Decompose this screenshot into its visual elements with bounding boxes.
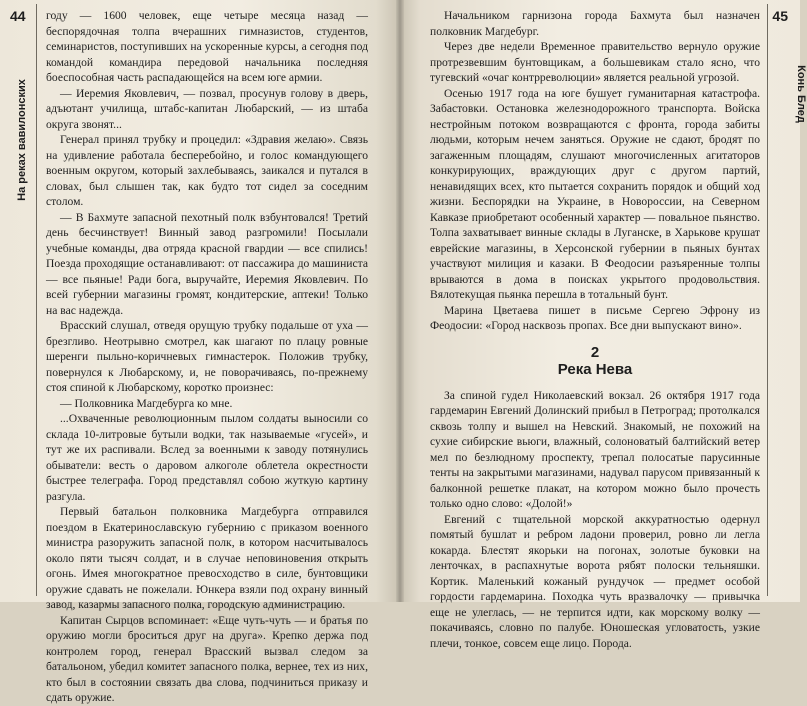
right-page-number: 45 <box>772 8 788 24</box>
paragraph: — Полковника Магдебурга ко мне. <box>60 396 233 410</box>
chapter-number: 2 <box>590 343 600 361</box>
left-page-number: 44 <box>10 8 26 24</box>
paragraph: Евгений с тщательной морской аккуратностью одернул помятый бушлат и ребром ладони проверил, ровно ли легла кокарда. Блестят якорьки на погонах, золотые буковки на ленточках, в распахнутые ворота рябят полоски тельняшки. Кортик. Маленький кожаный рундучок — предмет особой гордости гардемарина. Походка чуть вразвалочку — привычка еще не улеглась, — не терпится идти, как морскому волку — покачиваясь, словно по палубе. Юношеская угловатость, узкие плечи, тонкое, совсем еще лицо. Порода. <box>430 512 760 650</box>
chapter-title: Река Нева <box>557 361 633 378</box>
right-margin-rule <box>767 4 768 596</box>
paragraph: ...Охваченные революционным пылом солдаты выносили со склада 10-литровые бутыли водки, так называемые «гусей», и тут же их распивали. Вслед за военными к заводу потянулись обыватели: весть о даровом алкоголе облетела окрестности быстрее телеграфа. Город представлял собою жуткую картину разгула. <box>46 412 368 503</box>
left-body-text <box>46 8 368 706</box>
paragraph: Генерал принял трубку и процедил: «Здравия желаю». Связь на удивление работала бесперебойно, и голос командующего военным округом, который захлебываясь, заикался и путался в словах, был слышен так, как будто тот сидел за соседним столом. <box>46 133 368 208</box>
right-running-title: Конь Блед <box>795 65 807 123</box>
left-running-title: На реках вавилонских <box>16 79 28 201</box>
left-page <box>0 0 400 704</box>
right-page <box>400 0 807 650</box>
paragraph: Через две недели Временное правительство вернуло оружие протрезвевшим бунтовщикам, а большевикам стало ясно, что тугевский «очаг контрреволюции» является реальной угрозой. <box>430 40 760 84</box>
paragraph: году — 1600 человек, еще четыре месяца назад — беспорядочная толпа вчерашних гимназистов, студентов, семинаристов, поступивших на ускоренные курсы, а сегодня под командой командира передовой начальника последняя боеспособная часть распадающейся на всем юге армии. <box>46 9 368 84</box>
paragraph: — Иеремия Яковлевич, — позвал, просунув голову в дверь, адъютант училища, штабс-капитан Любарский, — из штаба округа звонят... <box>46 86 368 131</box>
paragraph: Осенью 1917 года на юге бушует гуманитарная катастрофа. Забастовки. Остановка железнодорожного транспорта. Войска нестройным потоком возвращаются с фронта, города забиты людьми, которым нечем заняться. Оружие не сдают, бродят по загаженным площадям, слушают многочисленных агитаторов конкурирующих, враждующих друг с другом партий, ненавидящих всех, кто пытается сохранить порядок и общий ход жизни. Беспорядки на Украине, в Новороссии, на Северном Кавказе приобретают особенный характер — повальное пьянство. Толпа захватывает винные склады в Луганске, в Харькове крушат еврейские магазины, в Херсонской губернии в пьяных бунтах участвуют милиция и казаки. В Феодосии разъяренные толпы врываются в дома в поисках укрытого продовольствия. Вялотекущая пьянка перешла в тотальный бунт. <box>430 86 760 301</box>
paragraph: Первый батальон полковника Магдебурга отправился поездом в Екатеринославскую губернию с приказом военного министра разоружить запасной полк, в котором насчитывалось около пяти тысяч солдат, и в случае неповиновения открыть огонь. Имея многократное превосходство в силе, бунтовщики оружие сдавать не пожелали. Юнкера взяли под охрану винный завод, казармы запасного полка, городскую администрацию. <box>46 505 368 611</box>
paragraph: За спиной гудел Николаевский вокзал. 26 октября 1917 года гардемарин Евгений Долинский прибыл в Петроград; протолкался сквозь толпу и вышел на Невский. Знакомый, не похожий на сухие сибирские вьюги, влажный, солоноватый балтийский ветер мел по безлюдному проспекту, трепал полосатые парусинные тенты на закрытыми магазинами, надувал парусом привязанный к балконной решетке плакат, на котором можно было прочесть только одно слово: «Долой!» <box>430 388 760 510</box>
book-gutter <box>396 0 404 602</box>
paragraph: — В Бахмуте запасной пехотный полк взбунтовался! Третий день бесчинствует! Винный завод разгромили! Посылали учебные команды, два отряда красной гвардии — все спились! Поезда проходящие останавливают: от пассажира до машиниста — все пьяные! Ради бога, выручайте, Иеремия Яковлевич. По всей губернии магазины громят, кондитерские, аптеки! Только на вас надежда. <box>46 210 368 317</box>
paragraph: Капитан Сырцов вспоминает: «Еще чуть-чуть — и братья по оружию могли броситься друг на друга». Крепко держа под контролем город, генерал Врасский вызвал следом за батальоном, убедил комитет запасного полка, вернее, тех из них, кто был в состоянии связать два слова, подчиниться приказу и сдать оружие. <box>46 613 368 704</box>
paragraph: Начальником гарнизона города Бахмута был назначен полковник Магдебург. <box>430 9 760 38</box>
left-margin-rule <box>36 4 37 596</box>
paragraph: Врасский слушал, отведя орущую трубку подальше от уха — брезгливо. Неотрывно смотрел, как шагают по плацу ровные шеренги пыльно-коричневых гимнастерок. Положив трубку, повернулся к Любарскому, и, не поворачиваясь, по-прежнему стоя спиной к Любарскому, коротко произнес: <box>46 319 368 394</box>
right-body-text <box>430 8 760 651</box>
paragraph: Марина Цветаева пишет в письме Сергею Эфрону из Феодосии: «Город насквозь пропах. Все дни выпускают вино». <box>430 303 760 332</box>
